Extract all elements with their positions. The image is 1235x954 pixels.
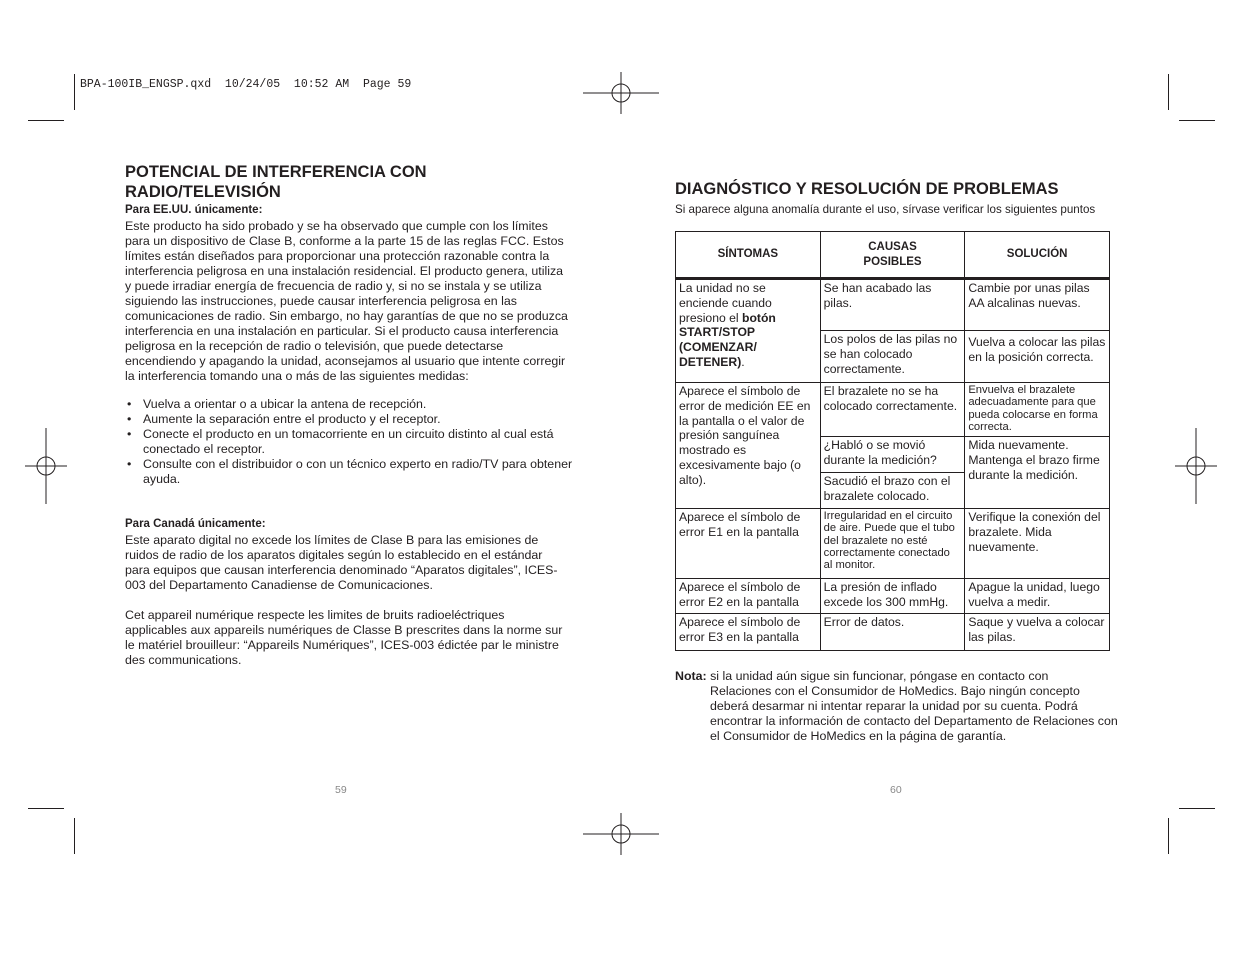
solution-cell: Cambie por unas pilas AA alcalinas nuevas. [965, 279, 1110, 331]
list-item: • Aumente la separación entre el producto y el receptor. [125, 412, 580, 427]
crop-mark [74, 818, 75, 854]
button-name: botón START/STOP (COMENZAR/ DETENER) [679, 310, 776, 369]
list-item: • Conecte el producto en un tomacorriente en un circuito distinto al cual está conectado el receptor. [125, 427, 580, 457]
crop-mark [1179, 808, 1215, 809]
troubleshooting-table [675, 231, 1110, 651]
cause-cell: Sacudió el brazo con el brazalete colocado. [820, 473, 965, 509]
symptom-cell [676, 279, 821, 383]
us-paragraph: Este producto ha sido probado y se ha observado que cumple con los límites para un dispositivo de Clase B, conforme a la parte 15 de las reglas FCC. Estos límites están diseñados para proporcionar una protección razonable contra la interferencia peligrosa en una instalación residencial. El producto genera, utiliza y puede irradiar energía de frecuencia de radio y, si no se instala y se utiliza siguiendo las instrucciones, puede causar interferencia peligrosa en las comunicaciones de radio. Sin embargo, no hay garantías de que no se produzca interferencia en una instalación en particular. Si el producto causa interferencia peligrosa en la recepción de radio o televisión, que puede detectarse encendiendo y apagando la unidad, aconsejamos al usuario que intente corregir la interferencia tomando una o más de las siguientes medidas: [125, 219, 568, 383]
title-line: POTENCIAL DE INTERFERENCIA CON [125, 163, 427, 181]
cause-cell: Irregularidad en el circuito de aire. Puede que el tubo del brazalete no esté correctamente conectado al monitor. [820, 509, 965, 579]
column-header: CAUSAS POSIBLES [820, 232, 965, 279]
page-number: 60 [890, 784, 902, 796]
symptom-cell: Aparece el símbolo de error E1 en la pantalla [676, 509, 821, 579]
list-item: • Consulte con el distribuidor o con un técnico experto en radio/TV para obtener ayuda. [125, 457, 580, 487]
solution-cell: Verifique la conexión del brazalete. Mida nuevamente. [965, 509, 1110, 579]
list-item: • Vuelva a orientar o a ubicar la antena de recepción. [125, 397, 580, 412]
solution-cell: Apague la unidad, luego vuelva a medir. [965, 579, 1110, 614]
note-block [675, 669, 1118, 743]
symptom-cell: Aparece el símbolo de error E3 en la pantalla [676, 614, 821, 651]
symptom-text: . [741, 354, 745, 369]
cause-cell: La presión de inflado excede los 300 mmHg. [820, 579, 965, 614]
file-slug: BPA-100IB_ENGSP.qxd 10/24/05 10:52 AM Page 59 [80, 78, 412, 91]
crop-mark [1179, 120, 1215, 121]
intro-text: Si aparece alguna anomalía durante el uso, sírvase verificar los siguientes puntos [675, 203, 1096, 216]
page-title-troubleshooting: DIAGNÓSTICO Y RESOLUCIÓN DE PROBLEMAS [675, 180, 1059, 198]
table-header-row [676, 232, 1110, 279]
note-text: Relaciones con el Consumidor de HoMedics. Bajo ningún concepto deberá desarmar ni intentar reparar la unidad por su cuenta. Podrá encontrar la información de contacto del Departamento de Relaciones con el Consumidor de HoMedics en la página de garantía. [710, 684, 1118, 743]
title-line: RADIO/TELEVISIÓN [125, 183, 281, 201]
registration-mark [583, 72, 659, 114]
solution-cell: Vuelva a colocar las pilas en la posición correcta. [965, 331, 1110, 383]
table-row [676, 579, 1110, 614]
crop-mark [1168, 818, 1169, 854]
note-label: Nota: [675, 669, 707, 683]
canada-paragraph: Este aparato digital no excede los límites de Clase B para las emisiones de ruidos de radio de los aparatos digitales según lo establecido en el estándar para equipos que causan interferencia denominado “Aparatos digitales”, ICES-003 del Departamento Canadiense de Comunicaciones. [125, 533, 558, 592]
canada-heading: Para Canadá únicamente: [125, 518, 266, 530]
crop-mark [28, 808, 64, 809]
registration-mark [583, 813, 659, 855]
page-title-interference [125, 162, 427, 202]
solution-cell: Envuelva el brazalete adecuadamente para que pueda colocarse en forma correcta. [965, 383, 1110, 437]
crop-mark [74, 74, 75, 110]
column-header: SÍNTOMAS [676, 232, 821, 279]
us-heading: Para EE.UU. únicamente: [125, 204, 263, 216]
registration-mark [25, 428, 67, 504]
table-row [676, 614, 1110, 651]
page-number: 59 [335, 784, 347, 796]
symptom-cell: Aparece el símbolo de error E2 en la pantalla [676, 579, 821, 614]
note-first-line: si la unidad aún sigue sin funcionar, póngase en contacto con [706, 669, 1049, 683]
table-row [676, 279, 1110, 331]
cause-cell: El brazalete no se ha colocado correctamente. [820, 383, 965, 437]
table-row [676, 509, 1110, 579]
cause-cell: Se han acabado las pilas. [820, 279, 965, 331]
column-header: SOLUCIÓN [965, 232, 1110, 279]
symptom-cell: Aparece el símbolo de error de medición EE en la pantalla o el valor de presión sanguínea mostrado es excesivamente bajo (o alto). [676, 383, 821, 509]
registration-mark [1175, 428, 1217, 504]
cause-cell: Los polos de las pilas no se han colocado correctamente. [820, 331, 965, 383]
crop-mark [1168, 74, 1169, 110]
crop-mark [28, 120, 64, 121]
cause-cell: ¿Habló o se movió durante la medición? [820, 437, 965, 473]
solution-cell: Mida nuevamente. Mantenga el brazo firme durante la medición. [965, 437, 1110, 509]
symptom-text: La unidad no se enciende cuando presiono el [679, 281, 772, 325]
table-row [676, 383, 1110, 437]
french-paragraph: Cet appareil numérique respecte les limites de bruits radioeléctriques applicables aux appareils numériques de Classe B prescrites dans la norme sur le matériel brouilleur: “Appareils Numériques”, ICES-003 édictée par le ministre des communications. [125, 608, 563, 667]
solution-cell: Saque y vuelva a colocar las pilas. [965, 614, 1110, 651]
measures-list [125, 397, 580, 487]
cause-cell: Error de datos. [820, 614, 965, 651]
